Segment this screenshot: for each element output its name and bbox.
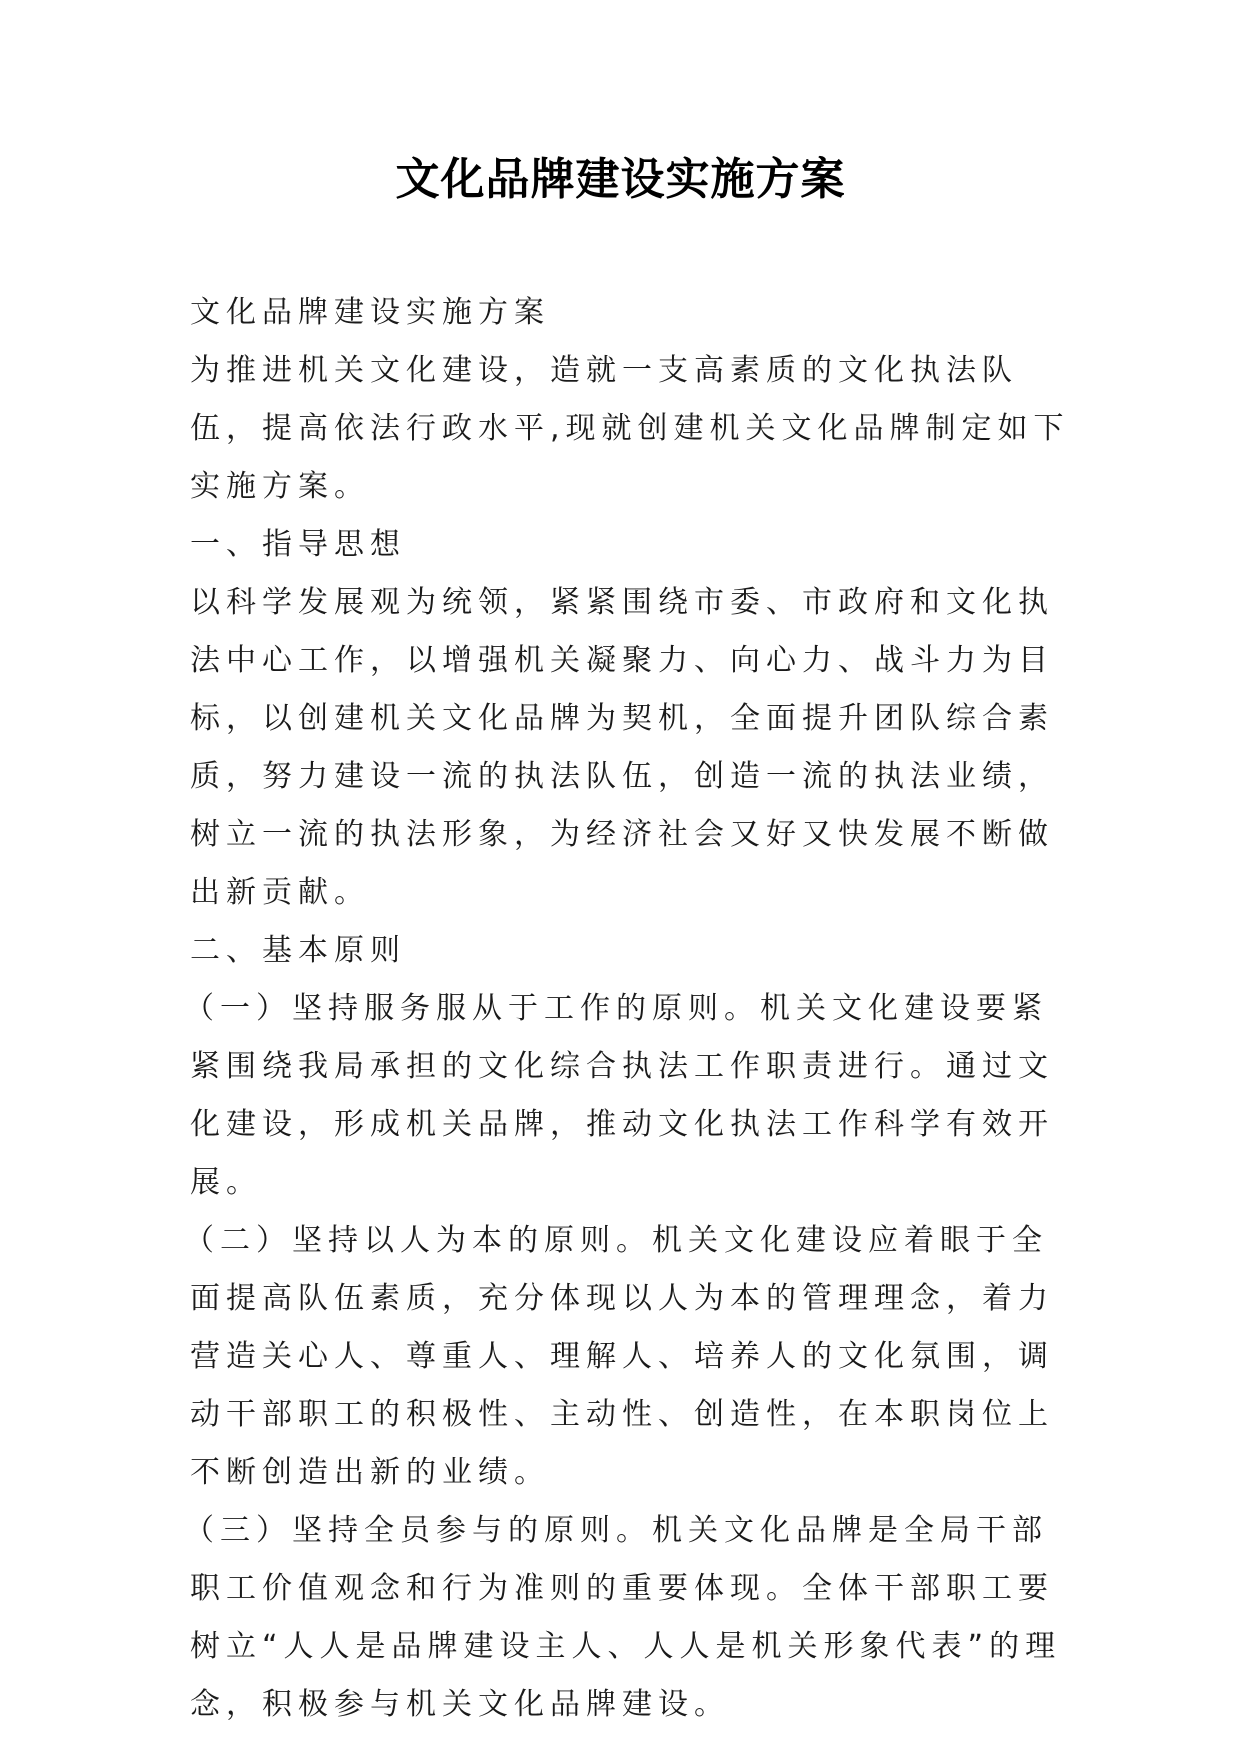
document-title: 文化品牌建设实施方案 [395, 154, 846, 205]
paragraph-principle-1: （一）坚持服务服从于工作的原则。机关文化建设要紧紧围绕我局承担的文化综合执法工作职责进行。通过文化建设，形成机关品牌，推动文化执法工作科学有效开展。 [184, 991, 1054, 1200]
section-heading-guiding-ideology: 一、指导思想 [190, 527, 406, 562]
document-body [184, 284, 1070, 1734]
paragraph-principle-2: （二）坚持以人为本的原则。机关文化建设应着眼于全面提高队伍素质，充分体现以人为本的管理理念，着力营造关心人、尊重人、理解人、培养人的文化氛围，调动干部职工的积极性、主动性、创造性，在本职岗位上不断创造出新的业绩。 [184, 1223, 1054, 1490]
section-heading-basic-principles: 二、基本原则 [190, 933, 406, 968]
paragraph-guiding-ideology: 以科学发展观为统领，紧紧围绕市委、市政府和文化执法中心工作，以增强机关凝聚力、向心力、战斗力为目标，以创建机关文化品牌为契机，全面提升团队综合素质，努力建设一流的执法队伍，创造一流的执法业绩，树立一流的执法形象，为经济社会又好又快发展不断做出新贡献。 [190, 585, 1054, 910]
paragraph-intro: 为推进机关文化建设，造就一支高素质的文化执法队伍，提高依法行政水平,现就创建机关文化品牌制定如下实施方案。 [190, 353, 1070, 504]
paragraph-subtitle: 文化品牌建设实施方案 [190, 295, 550, 330]
paragraph-principle-3: （三）坚持全员参与的原则。机关文化品牌是全局干部职工价值观念和行为准则的重要体现。全体干部职工要树立“人人是品牌建设主人、人人是机关形象代表”的理念，积极参与机关文化品牌建设。 [184, 1513, 1062, 1722]
